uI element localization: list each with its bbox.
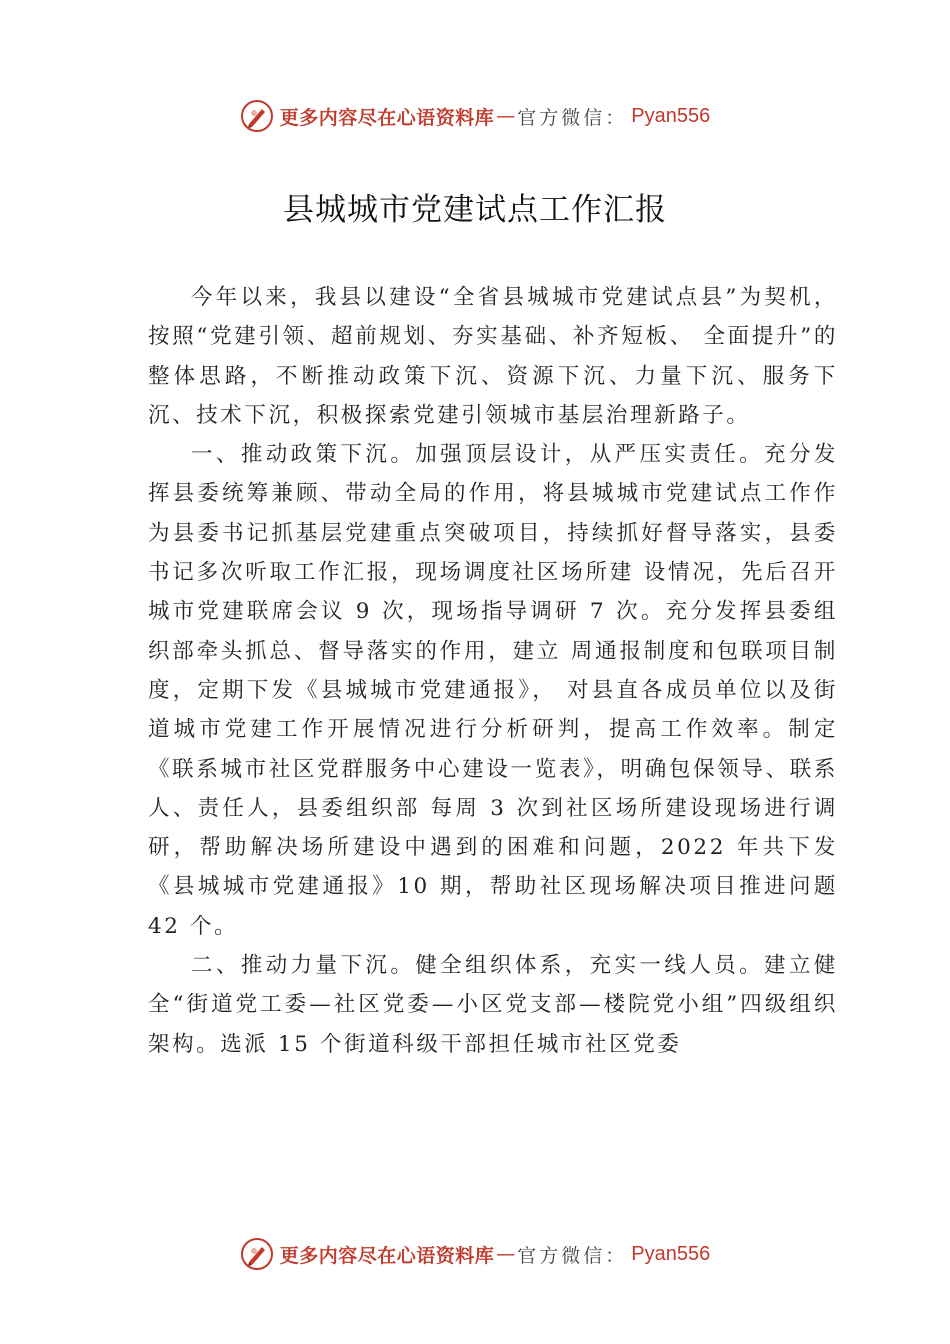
banner-separator: —	[496, 105, 516, 127]
document-body	[148, 278, 838, 1064]
paragraph-intro: 今年以来，我县以建设“全省县城城市党建试点县”为契机，按照“党建引领、超前规划、夯实基础、补齐短板、 全面提升”的整体思路，不断推动政策下沉、资源下沉、力量下沉、服务下沉、技术下沉，积极探索党建引领城市基层治理新路子。	[148, 285, 838, 428]
banner-wechat-account: Pyan556	[631, 104, 711, 127]
paragraph-force: 二、推动力量下沉。健全组织体系，充实一线人员。建立健全“街道党工委—社区党委—小区党支部—楼院党小组”四级组织架构。选派 15 个街道科级干部担任城市社区党委	[148, 953, 838, 1057]
banner-separator: —	[496, 1243, 516, 1265]
banner-brand-text: 更多内容尽在心语资料库	[279, 106, 495, 129]
paragraph-policy: 一、推动政策下沉。加强顶层设计，从严压实责任。充分发挥县委统筹兼顾、带动全局的作用，将县城城市党建试点工作作为县委书记抓基层党建重点突破项目，持续抓好督导落实，县委书记多次听取工作汇报，现场调度社区场所建 设情况，先后召开城市党建联席会议 9 次，现场指导调研 7 次。充分发挥县委组织部牵头抓总、督导落实的作用，建立 周通报制度和包联项目制度，定期下发《县城城市党建通报》， 对县直各成员单位以及街道城市党建工作开展情况进行分析研判，提高工作效率。制定《联系城市社区党群服务中心建设一览表》，明确包保领导、联系人、责任人，县委组织部 每周 3 次到社区场所建设现场进行调研，帮助解决场所建设中遇到的困难和问题，2022 年共下发《县城城市党建通报》10 期，帮助社区现场解决项目推进问题 42 个。	[148, 442, 838, 939]
banner-wechat-label: 官方微信：	[517, 106, 628, 129]
banner-brand-text: 更多内容尽在心语资料库	[279, 1244, 495, 1267]
pen-logo-icon	[240, 99, 274, 133]
pen-logo-icon	[240, 1237, 274, 1271]
footer-banner	[0, 1234, 950, 1274]
banner-wechat-label: 官方微信：	[517, 1244, 628, 1267]
header-banner	[0, 96, 950, 136]
banner-wechat-account: Pyan556	[631, 1242, 711, 1265]
document-title: 县城城市党建试点工作汇报	[283, 192, 667, 228]
